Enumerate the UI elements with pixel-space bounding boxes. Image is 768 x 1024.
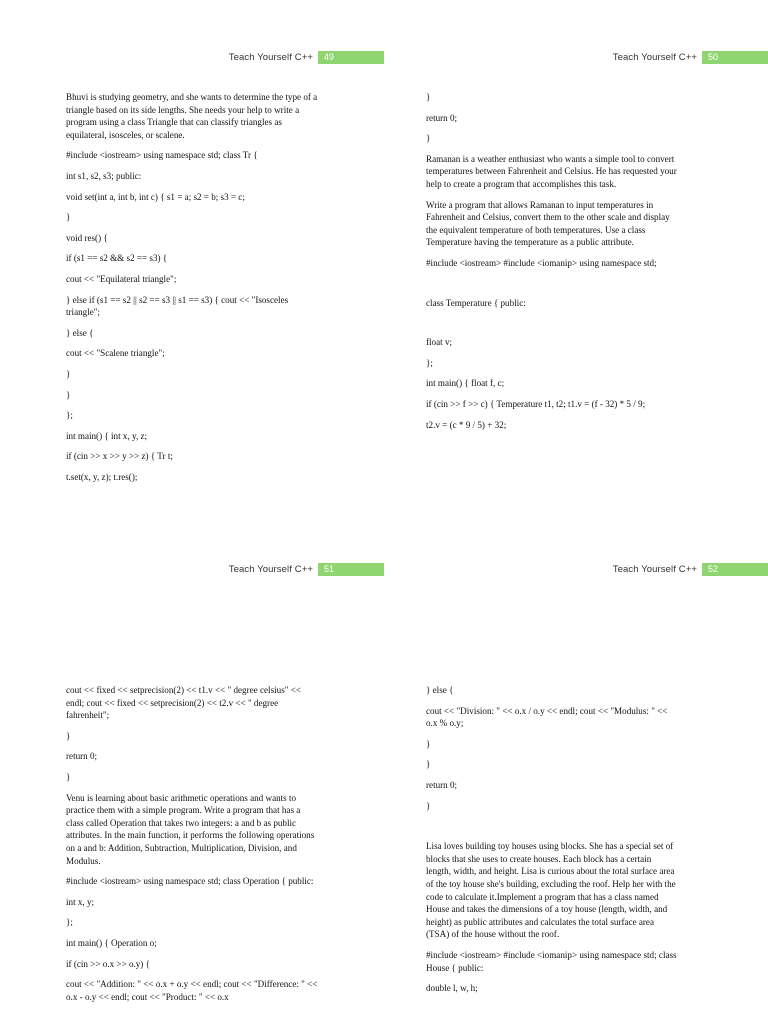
code-line: } else {	[66, 327, 94, 338]
code-line: }	[426, 133, 431, 144]
code-line: #include <iostream> #include <iomanip> using namespace std; class House { public:	[426, 949, 677, 973]
page-body	[66, 91, 318, 491]
page-52	[384, 512, 768, 1024]
code-line: cout << "Scalene triangle";	[66, 348, 165, 359]
code-line: cout << "Addition: " << o.x + o.y << endl; cout << "Difference: " << o.x - o.y << endl; cout << "Product: " << o.x	[66, 979, 318, 1002]
page-header	[229, 51, 384, 64]
page-header	[613, 51, 768, 64]
code-line: int main() { Operation o;	[66, 937, 157, 948]
problem-statement: Ramanan is a weather enthusiast who wants a simple tool to convert temperatures between Fahrenheit and Celsius. He has requested your help to create a program that accomplishes this task.	[426, 153, 677, 189]
page-49	[0, 0, 384, 512]
code-line: void set(int a, int b, int c) { s1 = a; s2 = b; s3 = c;	[66, 191, 245, 202]
page-body	[426, 91, 678, 439]
code-line: }	[66, 730, 71, 741]
page-header	[229, 563, 384, 576]
book-title: Teach Yourself C++	[228, 52, 313, 63]
code-line: }	[426, 759, 431, 770]
code-line: return 0;	[426, 779, 458, 790]
page-number: 51	[318, 563, 384, 576]
code-line: int s1, s2, s3; public:	[66, 170, 142, 181]
code-line: #include <iostream> #include <iomanip> using namespace std;	[426, 257, 657, 268]
code-line: };	[66, 410, 73, 421]
page-number: 50	[702, 51, 768, 64]
code-line: }	[66, 212, 71, 223]
code-line: t.set(x, y, z); t.res();	[66, 471, 138, 482]
code-line: }	[426, 92, 431, 102]
code-line: } else if (s1 == s2 || s2 == s3 || s1 == s3) { cout << "Isosceles triangle";	[66, 294, 289, 318]
page-header	[613, 563, 768, 576]
code-line: int main() { float f, c;	[426, 378, 505, 389]
code-line: void res() {	[66, 232, 108, 243]
code-line: class Temperature { public:	[426, 297, 526, 308]
code-line: if (s1 == s2 && s2 == s3) {	[66, 253, 168, 264]
problem-statement: Write a program that allows Ramanan to input temperatures in Fahrenheit and Celsius, convert them to the other scale and display the equivalent temperature of both temperatures. Use a class Temperature having the temperature as a public attribute.	[426, 199, 670, 248]
code-line: cout << "Division: " << o.x / o.y << endl; cout << "Modulus: " << o.x % o.y;	[426, 705, 668, 729]
code-line: } else {	[426, 685, 454, 695]
code-line: int main() { int x, y, z;	[66, 430, 148, 441]
problem-statement: Venu is learning about basic arithmetic operations and wants to practice them with a simple program. Write a program that has a class called Operation that takes two integers: a and b as public attributes. In the main function, it performs the following operations on a and b: Addition, Subtraction, Multiplication, Division, and Modulus.	[66, 792, 315, 866]
code-line: float v;	[426, 337, 453, 348]
code-line: t2.v = (c * 9 / 5) + 32;	[426, 419, 507, 430]
code-line: double l, w, h;	[426, 983, 478, 994]
code-line: }	[66, 389, 71, 400]
page-51	[0, 512, 384, 1024]
code-line: cout << fixed << setprecision(2) << t1.v << " degree celsius" << endl; cout << fixed << setprecision(2) << t2.v << " degree fahrenheit";	[66, 685, 301, 721]
code-line: cout << "Equilateral triangle";	[66, 273, 177, 284]
problem-statement: Bhuvi is studying geometry, and she wants to determine the type of a triangle based on its side lengths. She needs your help to write a program using a class Triangle that can classify triangles as equilateral, isosceles, or scalene.	[66, 92, 318, 140]
code-line: }	[426, 800, 431, 811]
code-line: };	[426, 357, 433, 368]
book-title: Teach Yourself C++	[228, 564, 313, 575]
book-title: Teach Yourself C++	[612, 564, 697, 575]
code-line: if (cin >> f >> c) { Temperature t1, t2; t1.v = (f - 32) * 5 / 9;	[426, 398, 646, 409]
code-line: }	[66, 771, 71, 782]
page-number: 52	[702, 563, 768, 576]
book-title: Teach Yourself C++	[612, 52, 697, 63]
code-line: #include <iostream> using namespace std; class Operation { public:	[66, 876, 314, 887]
code-line: int x, y;	[66, 896, 95, 907]
page-body	[426, 684, 678, 1003]
code-line: };	[66, 917, 73, 928]
code-line: }	[426, 738, 431, 749]
code-line: if (cin >> x >> y >> z) { Tr t;	[66, 451, 173, 462]
problem-statement: Lisa loves building toy houses using blocks. She has a special set of blocks that she uses to create houses. Each block has a certain length, width, and height. Lisa is curious about the total surface area of the toy house she's building, excluding the roof. Help her with the code to calculate it.Implement a program that has a class named House and takes the dimensions of a toy house (length, width, and height) as public attributes and calculates the total surface area (TSA) of the house without the roof.	[426, 841, 676, 940]
code-line: #include <iostream> using namespace std; class Tr {	[66, 150, 258, 161]
page-body	[66, 684, 318, 1011]
code-line: }	[66, 368, 71, 379]
code-line: return 0;	[426, 112, 458, 123]
page-50	[384, 0, 768, 512]
code-line: if (cin >> o.x >> o.y) {	[66, 958, 150, 969]
page-number: 49	[318, 51, 384, 64]
code-line: return 0;	[66, 751, 98, 762]
